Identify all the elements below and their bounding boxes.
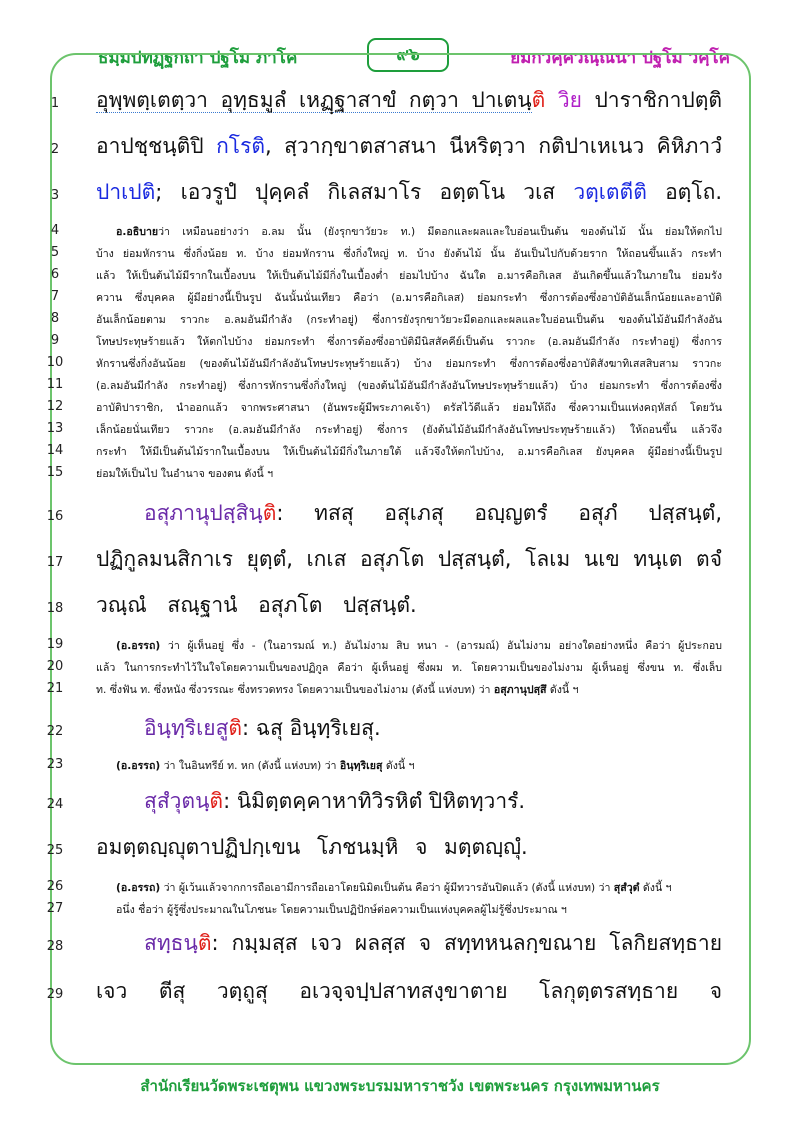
- lead-label: (อ.อรรถ): [116, 882, 161, 894]
- highlight-particle: ติ: [228, 716, 243, 740]
- text-line: วณฺณํ สณฺฐานํ อสุภโต ปสฺสนฺตํ.: [96, 593, 417, 617]
- text-line: [96, 637, 722, 654]
- line-number: 3: [50, 188, 60, 203]
- text-span: อตฺโถ.: [646, 180, 722, 204]
- text-line: ย่อมให้เป็นไป ในอำนาจ ของตน ดังนี้ ฯ: [96, 468, 274, 480]
- lead-label: อ.อธิบาย: [116, 226, 159, 238]
- keyword: อินฺทฺริเยสู: [144, 716, 229, 740]
- text-span: ดังนี้ ฯ: [639, 882, 672, 894]
- text-span: : นิมิตฺตคฺคาหาทิวิรหิตํ ปิหิตทฺวารํ.: [223, 789, 526, 813]
- lead-label: (อ.อรรถ): [116, 760, 161, 772]
- text-line: อาบัติปาราชิก, นำออกแล้ว จากพระศาสนา (อันพระผู้มีพระภาคเจ้า) ตรัสไว้ดีแล้ว ย่อมให้ถึง ซึ่งความเป็นแห่งคฤหัสถ์ โดยวัน: [96, 402, 722, 414]
- text-line: แล้ว ในการกระทำไว้ในใจโดยความเป็นของปฏิกูล คือว่า ผู้เห็นอยู่ ซึ่งผม ท. โดยความเป็นของไม่งาม ผู้เห็นอยู่ ซึ่งขน ท. ซึ่งเล็บ: [96, 662, 722, 674]
- text-line: หักรานซึ่งกิ่งอันน้อย (ของต้นไม้อันมีกำลังอันโทษประทุษร้ายแล้ว) บ้าง ย่อมกระทำ ซึ่งการต้องซึ่งอาบัติสังฆาทิเสสสิบสาม ราวกะ: [96, 358, 722, 370]
- keyword: สุสํวุตนฺ: [144, 789, 210, 813]
- text-line: ควาน ซึ่งบุคคล ผู้มีอย่างนี้เป็นรูป ฉันนั้นนั่นเทียว คือว่า (อ.มารคือกิเลส) ย่อมกระทำ ซึ่งการต้องซึ่งอาบัติอันเล็กน้อยและอาบัติ: [96, 292, 722, 304]
- bold-term: อสุภานุปสฺสึ: [493, 684, 547, 696]
- line-number: 25: [46, 843, 64, 858]
- highlight-particle: ติ: [197, 931, 212, 955]
- text-line: อนึ่ง ชื่อว่า ผู้รู้ซึ่งประมาณในโภชนะ โดยความเป็นปฏิปักษ์ต่อความเป็นแห่งบุคคลผู้ไม่รู้ซึ่งประมาณ ฯ: [116, 904, 567, 916]
- text-span: ว่า ผู้เห็นอยู่ ซึ่ง - (ในอารมณ์ ท.) อันไม่งาม สิบ หนา - (อารมณ์) อันไม่งาม อย่างใดอย่างหนึ่ง คือว่า ผู้ประกอบ: [160, 640, 722, 652]
- bold-term: อินฺทฺริเยสุ: [339, 760, 383, 772]
- line-number: 8: [50, 311, 60, 326]
- line-number: 11: [46, 377, 64, 392]
- text-line: อมตฺตญฺญุตาปฏิปกฺเขน โภชนมฺหิ จ มตฺตญฺญุํ.: [96, 835, 528, 859]
- text-span: อาปชฺชนฺติปิ: [96, 134, 217, 158]
- highlight-particle: ติ: [262, 501, 277, 525]
- line-number: 28: [46, 939, 64, 954]
- text-line: บ้าง ย่อมหักราน ซึ่งกิ่งน้อย ท. บ้าง ย่อมหักราน ซึ่งกิ่งใหญ่ ท. บ้าง ยังต้นไม้ นั้น อันเป็นไปกับด้วยราก ให้ถอนขึ้นแล้ว กระทำ: [96, 248, 722, 260]
- highlight-word: วตฺเตตีติ: [573, 180, 647, 204]
- text-line: [96, 497, 722, 530]
- keyword: สทฺธนฺ: [144, 931, 198, 955]
- line-number: 10: [46, 355, 64, 370]
- text-line: อันเล็กน้อยตาม ราวกะ อ.ลมอันมีกำลัง (กระทำอยู่) ซึ่งการยังรุกขาวัยวะมีดอกและผลและใบอ่อนเป็นต้น ของต้นไม้อันมีกำลังอัน: [96, 314, 722, 326]
- text-line: เจว ตีสุ วตฺถูสุ อเวจฺจปฺปสาทสงฺขาตาย โลกุตฺตรสทฺธาย จ: [96, 979, 722, 1003]
- text-span: ว่า ในอินทรีย์ ท. หก (ดังนี้ แห่งบท) ว่า: [160, 760, 340, 772]
- lead-label: (อ.อรรถ): [116, 640, 161, 652]
- line-number: 23: [46, 757, 64, 772]
- text-line: [96, 879, 722, 896]
- line-number: 20: [46, 659, 64, 674]
- text-span: : ฉสุ อินฺทฺริเยสุ.: [242, 716, 381, 740]
- line-number: 15: [46, 465, 64, 480]
- text-line: [144, 712, 704, 745]
- text-line: แล้ว ให้เป็นต้นไม้มีรากในเบื้องบน ให้เป็นต้นไม้มีกิ่งในเบื้องต่ำ ย่อมไปบ้าง ฉันใด อ.มารคือกิเลส อันเกิดขึ้นแล้วในภายใน ย่อมรัง: [96, 270, 722, 282]
- line-number: 7: [50, 289, 60, 304]
- line-number: 4: [50, 223, 60, 238]
- line-number: 19: [46, 637, 64, 652]
- text-span: ท. ซึ่งฟัน ท. ซึ่งหนัง ซึ่งวรรณะ ซึ่งทรวดทรง โดยความเป็นของไม่งาม (ดังนี้ แห่งบท) ว่า: [96, 684, 494, 696]
- line-number: 14: [46, 443, 64, 458]
- page-number: ๙๖: [367, 38, 449, 72]
- text-span: ดังนี้ ฯ: [546, 684, 579, 696]
- text-line: [96, 84, 722, 117]
- text-line: [96, 130, 722, 163]
- highlight-particle: ติ: [209, 789, 224, 813]
- text-line: [96, 757, 722, 774]
- text-span: : ทสสุ อสุเภสุ อญฺญตรํ อสุภํ ปสฺสนฺตํ,: [276, 501, 722, 525]
- text-span: ปาราชิกาปตฺติ: [581, 88, 722, 112]
- highlight-word: กโรติ: [216, 134, 265, 158]
- text-span: ว่า เหมือนอย่างว่า อ.ลม นั้น (ยังรุกขาวัยวะ ท.) มีดอกและผลและใบอ่อนเป็นต้น ของต้นไม้ นั้น ย่อมให้ตกไป: [158, 226, 722, 238]
- header-book-title: ธมฺมปทฏฺฐกถา ปฐโม ภาโค: [98, 48, 298, 68]
- line-number: 17: [46, 555, 64, 570]
- footer-publisher: สำนักเรียนวัดพระเชตุพน แขวงพระบรมมหาราชวัง เขตพระนคร กรุงเทพมหานคร: [140, 1077, 660, 1095]
- text-line: [96, 681, 722, 698]
- text-line: [144, 785, 704, 818]
- text-line: ปฏิกูลมนสิกาเร ยุตฺตํ, เกเส อสุภโต ปสฺสนฺตํ, โลเม นเข ทนฺเต ตจํ: [96, 547, 722, 571]
- text-line: โทษประทุษร้ายแล้ว ให้ตกไปบ้าง ย่อมกระทำ ซึ่งการต้องซึ่งอาบัติมีนิสสัคคีย์เป็นต้น ราวกะ (อ.ลมอันมีกำลัง กระทำอยู่) ซึ่งการ: [96, 336, 722, 348]
- line-number: 2: [50, 142, 60, 157]
- line-number: 13: [46, 421, 64, 436]
- text-span: ดังนี้ ฯ: [382, 760, 415, 772]
- line-number: 1: [50, 96, 60, 111]
- text-line: [96, 927, 722, 960]
- line-number: 21: [46, 681, 64, 696]
- line-number: 27: [46, 901, 64, 916]
- text-line: กระทำ ให้มีเป็นต้นไม้รากในเบื้องบน ให้เป็นต้นไม้มีกิ่งในภายใต้ แล้วจึงให้ตกไปบ้าง, อ.มารคือกิเลส ยังบุคคล ผู้มีอย่างนี้เป็นรูป: [96, 446, 722, 458]
- line-number: 26: [46, 879, 64, 894]
- line-number: 22: [46, 724, 64, 739]
- text-span: : กมฺมสฺส เจว ผลสฺส จ สทฺทหนลกฺขณาย โลกิยสทฺธาย: [211, 931, 722, 955]
- text-span: ว่า ผู้เว้นแล้วจากการถือเอามีการถือเอาโดยนิมิตเป็นต้น คือว่า ผู้มีทวารอันปิดแล้ว (ดังนี้ แห่งบท) ว่า: [160, 882, 614, 894]
- highlight-word: ปาเปติ: [96, 180, 156, 204]
- text-span: , สฺวากฺขาตสาสนา นีหริตฺวา กติปาเหเนว คิหิภาวํ: [265, 134, 722, 158]
- highlight-word: วิย: [557, 88, 582, 112]
- header-chapter-title: ยมกวคฺควณฺณนา ปฐโม วคฺโค: [510, 48, 730, 68]
- text-line: [96, 223, 722, 240]
- line-number: 16: [46, 509, 64, 524]
- text-line: (อ.ลมอันมีกำลัง กระทำอยู่) ซึ่งการหักรานซึ่งกิ่งใหญ่ (ของต้นไม้อันมีกำลังอันโทษประทุษร้ายแล้ว) บ้าง ย่อมกระทำ ซึ่งการต้องซึ่ง: [96, 380, 722, 392]
- highlight-particle: ติ: [531, 88, 546, 112]
- line-number: 18: [46, 601, 64, 616]
- keyword: อสุภานุปสฺสินฺ: [144, 501, 263, 525]
- bold-term: สุสํวุตํ: [613, 882, 640, 894]
- text-span: ; เอวรูปํ ปุคฺคลํ กิเลสมาโร อตฺตโน วเส: [155, 180, 574, 204]
- line-number: 29: [46, 987, 64, 1002]
- text-line: เล็กน้อยนั่นเทียว ราวกะ (อ.ลมอันมีกำลัง กระทำอยู่) ซึ่งการ (ยังต้นไม้อันมีกำลังอันโทษประทุษร้ายแล้ว) ให้ถอนขึ้น แล้วจึง: [96, 424, 722, 436]
- line-number: 24: [46, 797, 64, 812]
- line-number: 9: [50, 333, 60, 348]
- line-number: 6: [50, 267, 60, 282]
- line-number: 12: [46, 399, 64, 414]
- line-number: 5: [50, 245, 60, 260]
- text-span: อุพฺพตฺเตตฺวา อุทฺธมูลํ เหฏฺฐาสาขํ กตฺวา ปาเตนฺ: [96, 88, 532, 112]
- text-line: [96, 176, 722, 209]
